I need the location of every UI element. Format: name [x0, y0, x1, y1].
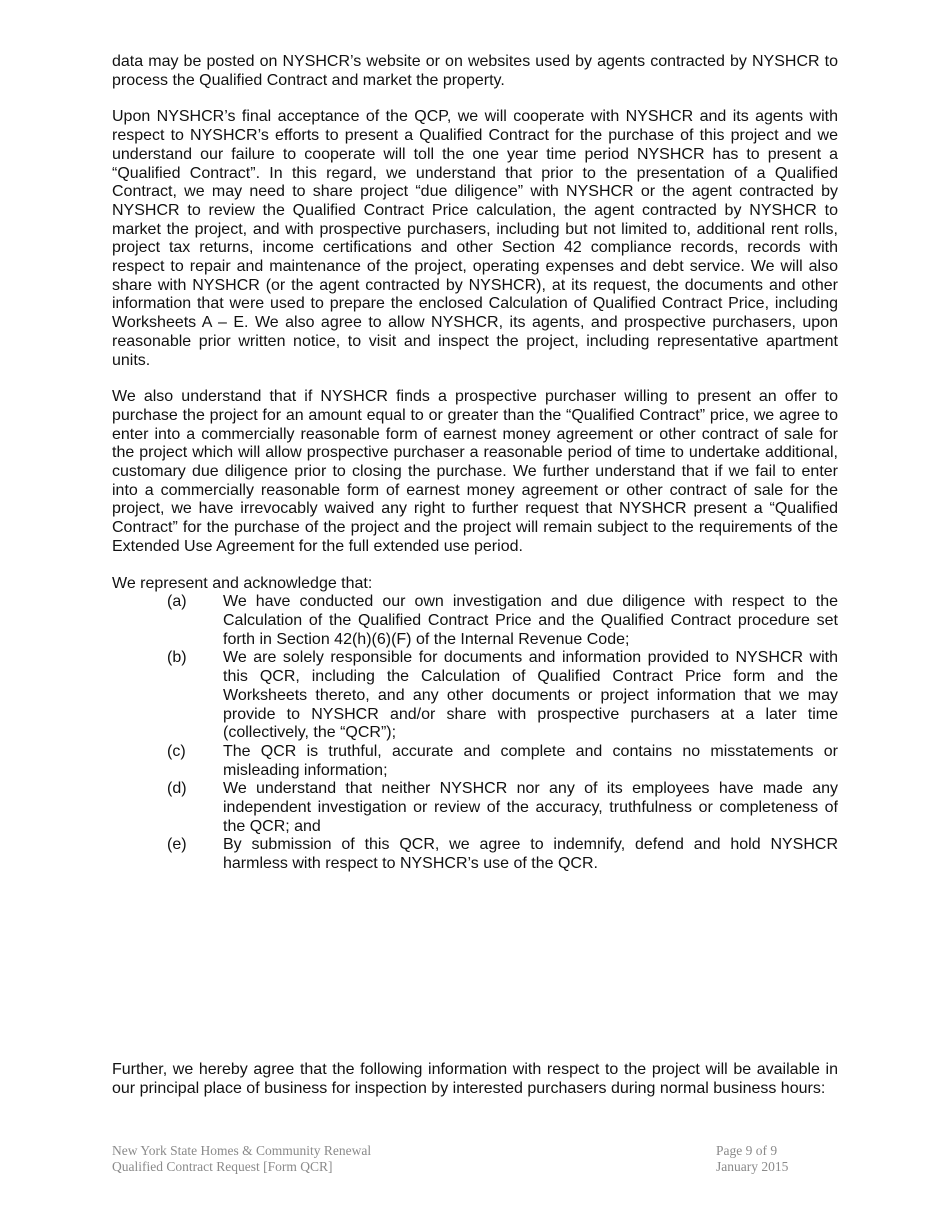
list-item [112, 743, 838, 780]
footer-date: January 2015 [716, 1159, 789, 1174]
list-marker: (c) [167, 742, 186, 760]
list-item-text: The QCR is truthful, accurate and complete and contains no misstatements or misleading information; [223, 742, 838, 779]
list-item [112, 780, 838, 836]
list-item [112, 593, 838, 649]
list-item-text: We have conducted our own investigation and due diligence with respect to the Calculation of the Qualified Contract Price and the Qualified Contract procedure set forth in Section 42(h)(6)(F) of the Internal Revenue Code; [223, 593, 838, 648]
footer-form-name: Qualified Contract Request [Form QCR] [112, 1159, 333, 1174]
list-item-text: By submission of this QCR, we agree to indemnify, defend and hold NYSHCR harmless with respect to NYSHCR’s use of the QCR. [223, 836, 838, 873]
paragraph-cooperation: Upon NYSHCR’s final acceptance of the QCP, we will cooperate with NYSHCR and its agents with respect to NYSHCR’s efforts to present a Qualified Contract for the purchase of this project and we understand our failure to cooperate will toll the one year time period NYSHCR has to present a “Qualified Contract”. In this regard, we understand that prior to the presentation of a Qualified Contract, we may need to share project “due diligence” with NYSHCR or the agent contracted by NYSHCR to review the Qualified Contract Price calculation, the agent contracted by NYSHCR to market the project, and with prospective purchasers, including but not limited to, additional rent rolls, project tax returns, income certifications and other Section 42 compliance records, records with respect to repair and maintenance of the project, operating expenses and debt service. We will also share with NYSHCR (or the agent contracted by NYSHCR), at its request, the documents and other information that were used to prepare the enclosed Calculation of Qualified Contract Price, including Worksheets A – E. We also agree to allow NYSHCR, its agents, and prospective purchasers, upon reasonable prior written notice, to visit and inspect the project, including representative apartment units. [112, 108, 838, 369]
list-marker: (b) [167, 649, 187, 667]
footer-org: New York State Homes & Community Renewal [112, 1143, 372, 1158]
list-item [112, 836, 838, 873]
footer-left [112, 1143, 371, 1175]
document-body [112, 53, 838, 874]
list-item-text: We understand that neither NYSHCR nor any of its employees have made any independent investigation or review of the accuracy, truthfulness or completeness of the QCR; and [223, 780, 838, 835]
paragraph-inspection: Further, we hereby agree that the following information with respect to the project will be available in our principal place of business for inspection by interested purchasers during normal business hours: [112, 1061, 838, 1097]
list-marker: (e) [167, 836, 187, 854]
list-marker: (a) [167, 593, 187, 611]
list-marker: (d) [167, 780, 187, 798]
list-item-text: We are solely responsible for documents and information provided to NYSHCR with this QCR, including the Calculation of Qualified Contract Price form and the Worksheets thereto, and any other documents or project information that we may provide to NYSHCR and/or share with prospective purchasers at a later time (collectively, the “QCR”); [223, 649, 838, 742]
paragraph-posting: data may be posted on NYSHCR’s website or on websites used by agents contracted by NYSHCR to process the Qualified Contract and market the property. [112, 53, 838, 89]
acknowledgement-list [112, 593, 838, 874]
paragraph-earnest-money: We also understand that if NYSHCR finds a prospective purchaser willing to present an offer to purchase the project for an amount equal to or greater than the “Qualified Contract” price, we agree to enter into a commercially reasonable form of earnest money agreement or other contract of sale for the project which will allow prospective purchaser a reasonable period of time to undertake additional, customary due diligence prior to closing the purchase. We further understand that if we fail to enter into a commercially reasonable form of earnest money agreement or other contract of sale for the project, we have irrevocably waived any right to further request that NYSHCR present a “Qualified Contract” for the purchase of the project and the project will remain subject to the requirements of the Extended Use Agreement for the full extended use period. [112, 388, 838, 555]
footer-right [716, 1143, 788, 1175]
list-intro: We represent and acknowledge that: [112, 574, 373, 592]
list-item [112, 649, 838, 743]
footer-page-number: Page 9 of 9 [716, 1143, 778, 1158]
